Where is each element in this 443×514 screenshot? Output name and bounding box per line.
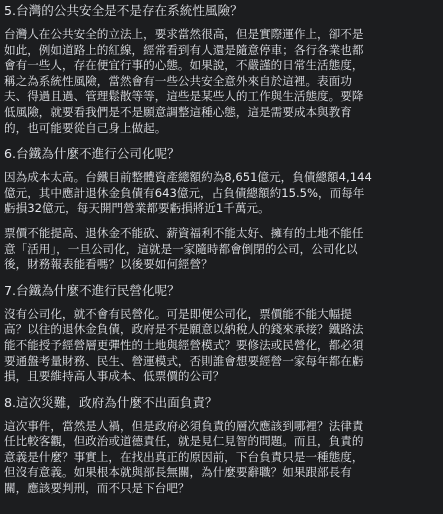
faq-section bbox=[4, 145, 440, 273]
section-heading: 5.台灣的公共安全是不是存在系統性風險？ bbox=[4, 3, 243, 18]
text-line: 如此，例如道路上的紅線，經常看到有人還是隨意停車；各行各業也都 bbox=[4, 42, 364, 57]
paragraph bbox=[4, 307, 440, 385]
text-line: 夫、得過且過、管理鬆散等等，這些是某些人的工作與生活態度。要降 bbox=[4, 89, 364, 104]
text-line: 低風險，就要看我們是不是願意調整這種心態，這是需要成本與教育 bbox=[4, 104, 352, 119]
text-line: 稱之為系統性風險，當然會有一些公共安全意外來自於這裡。表面功 bbox=[4, 73, 352, 88]
text-line: 高？以往的退休金負債，政府是不是願意以納稅人的錢來承接？鐵路法 bbox=[4, 322, 364, 337]
text-line: 任比較客觀，但政治或道德責任，就是見仁見智的問題。而且，負責的 bbox=[4, 434, 364, 449]
text-line: 虧損32億元，每天開門營業都要虧損將近1千萬元。 bbox=[4, 201, 270, 216]
text-line: 但沒有意義。如果根本就與部長無關，為什麼要辭職？如果跟部長有 bbox=[4, 465, 352, 480]
text-line: 意「活用」，一旦公司化，這就是一家隨時都會倒閉的公司，公司化以 bbox=[4, 241, 358, 256]
section-heading: 8.這次災難，政府為什麼不出面負責？ bbox=[4, 394, 218, 410]
text-line: 票價不能提高、退休金不能砍、薪資福利不能太好、擁有的土地不能任 bbox=[4, 225, 364, 240]
text-line: 關，應該要判刑，而不只是下台吧？ bbox=[4, 481, 190, 496]
text-line: 的，也可能要從自己身上做起。 bbox=[4, 120, 167, 135]
text-line: 因為成本太高。台鐵目前整體資產總額約為8,651億元，負債總額4,144 bbox=[4, 170, 372, 185]
paragraph bbox=[4, 419, 440, 497]
text-line: 沒有公司化，就不會有民營化。可是即便公司化，票價能不能大幅提 bbox=[4, 306, 352, 321]
faq-section bbox=[4, 2, 440, 136]
text-line: 這次事件，當然是人禍，但是政府必須負責的層次應該到哪裡？法律責 bbox=[4, 418, 364, 433]
text-line: 後，財務報表能看嗎？以後要如何經營？ bbox=[4, 257, 213, 272]
paragraph bbox=[4, 27, 440, 136]
text-line: 會有一些人，存在便宜行事的心態。如果說，不嚴謹的日常生活態度， bbox=[4, 58, 364, 73]
paragraph bbox=[4, 226, 440, 273]
text-line: 要通盤考量財務、民生、營運模式，否則誰會想要經營一家每年都在虧 bbox=[4, 353, 364, 368]
faq-section bbox=[4, 394, 440, 497]
faq-section bbox=[4, 282, 440, 385]
post-body bbox=[4, 2, 440, 497]
text-line: 損，且要維持高人事成本、低票價的公司？ bbox=[4, 369, 225, 384]
text-line: 能不能授予經營層更彈性的土地與經營模式？要修法或民營化，都必須 bbox=[4, 337, 364, 352]
text-line: 意義是什麼？事實上，在找出真正的原因前，下台負責只是一種態度， bbox=[4, 449, 364, 464]
text-line: 台灣人在公共安全的立法上，要求當然很高，但是實際運作上，卻不是 bbox=[4, 27, 364, 41]
text-line: 億元，其中應計退休金負債有643億元，占負債總額約15.5%，而每年 bbox=[4, 185, 365, 200]
paragraph bbox=[4, 170, 440, 217]
section-heading: 7.台鐵為什麼不進行民營化呢？ bbox=[4, 282, 180, 298]
section-heading: 6.台鐵為什麼不進行公司化呢？ bbox=[4, 146, 180, 162]
